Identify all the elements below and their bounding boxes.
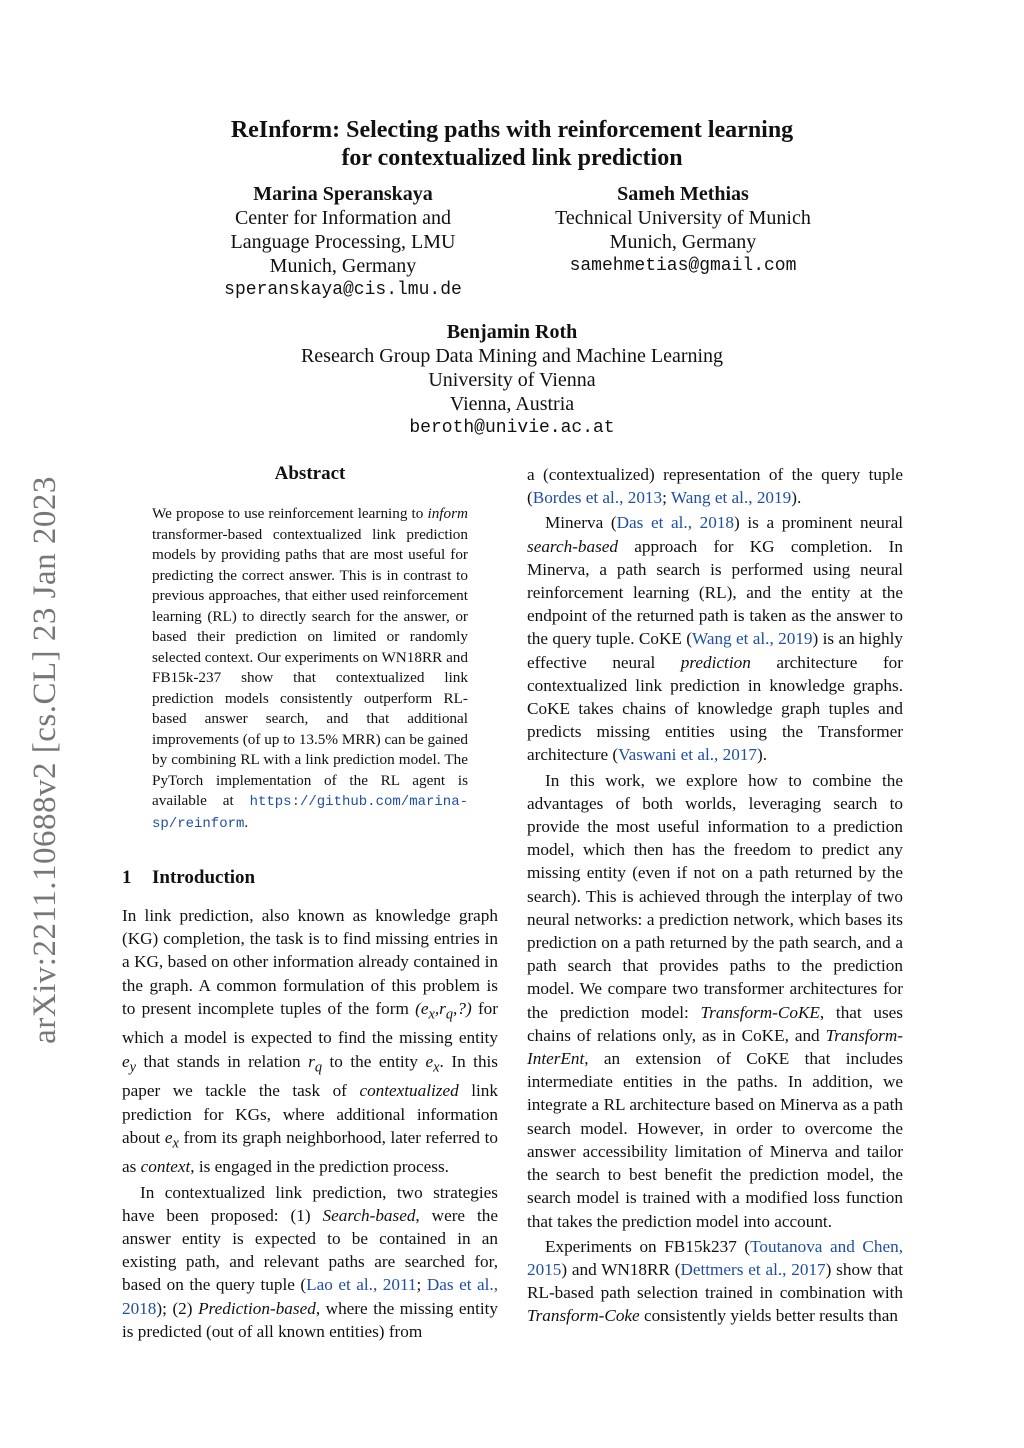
author-affiliation: Technical University of Munich <box>555 207 811 229</box>
title-line-2: for contextualized link prediction <box>341 145 683 171</box>
citation-link[interactable]: Dettmers et al., 2017 <box>680 1259 826 1279</box>
citation-link[interactable]: Lao et al., 2011 <box>306 1275 417 1295</box>
citation-link[interactable]: Wang et al., 2019 <box>691 629 813 649</box>
section-number: 1 <box>122 867 132 888</box>
author-email[interactable]: speranskaya@cis.lmu.de <box>224 280 462 300</box>
author-name: Marina Speranskaya <box>253 183 433 205</box>
title-line-1: ReInform: Selecting paths with reinforcement learning <box>230 117 794 143</box>
author-affiliation: Research Group Data Mining and Machine Learning <box>300 345 724 367</box>
right-column <box>527 463 903 1328</box>
citation-link[interactable]: Toutanova and Chen, 2015 <box>527 1236 903 1279</box>
left-column <box>122 462 498 1343</box>
author-block-3 <box>262 320 762 440</box>
citation-link[interactable]: Wang et al., 2019 <box>670 488 792 508</box>
citation-link[interactable]: Das et al., 2018 <box>122 1275 498 1318</box>
right-paragraph-2: In this work, we explore how to combine the advantages of both worlds, leveraging search to provide the most useful information to a prediction model, which then has the freedom to predict any missing entity (even if not on a path returned by the search). This is achieved through the interplay of two neural networks: a prediction network, which bases its prediction on a path returned by the path search, and a path search that provides paths to the prediction model. We compare two transformer architectures for the prediction model: Transform-CoKE, that uses chains of relations only, as in CoKE, and Transform-InterEnt, an extension of CoKE that includes intermediate entities in the paths. In addition, we integrate a RL architecture based on Minerva as a path search model. However, in order to overcome the answer accessibility limitation of Minerva and tailor the search to best benefit the prediction model, the search model is trained with a modified loss function that takes the prediction model into account. <box>527 770 903 1231</box>
author-block-1 <box>200 182 486 302</box>
citation-link[interactable]: Bordes et al., 2013 <box>532 488 663 508</box>
abstract-heading: Abstract <box>274 463 346 484</box>
right-paragraph-3: Experiments on FB15k237 (Toutanova and Chen, 2015) and WN18RR (Dettmers et al., 2017) show that RL-based path selection trained in combination with Transform-Coke consistently yields better results than <box>527 1236 904 1326</box>
github-link[interactable]: https://github.com/marina-sp/reinform <box>152 794 468 832</box>
citation-link[interactable]: Vaswani et al., 2017 <box>618 745 758 765</box>
author-affiliation: Language Processing, LMU <box>230 231 456 253</box>
author-affiliation: Center for Information and <box>234 207 452 229</box>
right-paragraph-0: a (contextualized) representation of the query tuple (Bordes et al., 2013; Wang et al., 2019). <box>527 465 903 508</box>
paper-title <box>200 116 824 172</box>
author-email[interactable]: samehmetias@gmail.com <box>569 256 797 276</box>
section-title: Introduction <box>152 867 256 888</box>
author-name: Benjamin Roth <box>446 321 578 343</box>
author-affiliation: Munich, Germany <box>609 231 757 253</box>
author-affiliation: Munich, Germany <box>269 255 417 277</box>
intro-paragraph-2: In contextualized link prediction, two strategies have been proposed: (1) Search-based, were the answer entity is expected to be contained in an existing path, and relevant paths are searched for, based on the query tuple (Lao et al., 2011; Das et al., 2018); (2) Prediction-based, where the missing entity is predicted (out of all known entities) from <box>122 1182 498 1341</box>
arxiv-sidebar <box>10 460 80 1060</box>
arxiv-identifier: arXiv:2211.10688v2 [cs.CL] 23 Jan 2023 <box>27 476 63 1044</box>
author-affiliation: University of Vienna <box>428 369 596 391</box>
abstract-text: We propose to use reinforcement learning to inform transformer-based contextualized link prediction models by providing paths that are most useful for predicting the correct answer. This is in contrast to previous approaches, that either used reinforcement learning (RL) to directly search for the answer, or based their prediction on limited or randomly selected context. Our experiments on WN18RR and FB15k-237 show that contextualized link prediction models consistently outperform RL-based answer search, and that additional improvements (of up to 13.5% MRR) can be gained by combining RL with a link prediction model. The PyTorch implementation of the RL agent is available at https://github.com/marina-sp/reinform. <box>152 505 468 832</box>
citation-link[interactable]: Das et al., 2018 <box>616 513 735 533</box>
right-paragraph-1: Minerva (Das et al., 2018) is a prominent neural search-based approach for KG completion. In Minerva, a path search is performed using neural reinforcement learning (RL), and the entity at the endpoint of the returned path is taken as the answer to the query tuple. CoKE (Wang et al., 2019) is an highly effective neural prediction architecture for contextualized link prediction in knowledge graphs. CoKE takes chains of knowledge graph tuples and predicts missing entities using the Transformer architecture (Vaswani et al., 2017). <box>527 513 903 765</box>
section-heading-introduction <box>122 866 498 890</box>
author-name: Sameh Methias <box>617 183 749 205</box>
author-affiliation: Vienna, Austria <box>449 393 575 415</box>
intro-paragraph-1: In link prediction, also known as knowledge graph (KG) completion, the task is to find missing entries in a KG, based on other information already contained in the graph. A common formulation of this problem is to present incomplete tuples of the form $(e_x,r_q,?)$ for which a model is expected to find the missing entity $e_y$ that stands in relation $r_q$ to the entity $e_x$. In this paper we tackle the task of contextualized link prediction for KGs, where additional information about $e_x$ from its graph neighborhood, later referred to as context, is engaged in the prediction process. <box>122 906 499 1177</box>
author-block-2 <box>540 182 826 278</box>
author-email[interactable]: beroth@univie.ac.at <box>409 418 615 438</box>
